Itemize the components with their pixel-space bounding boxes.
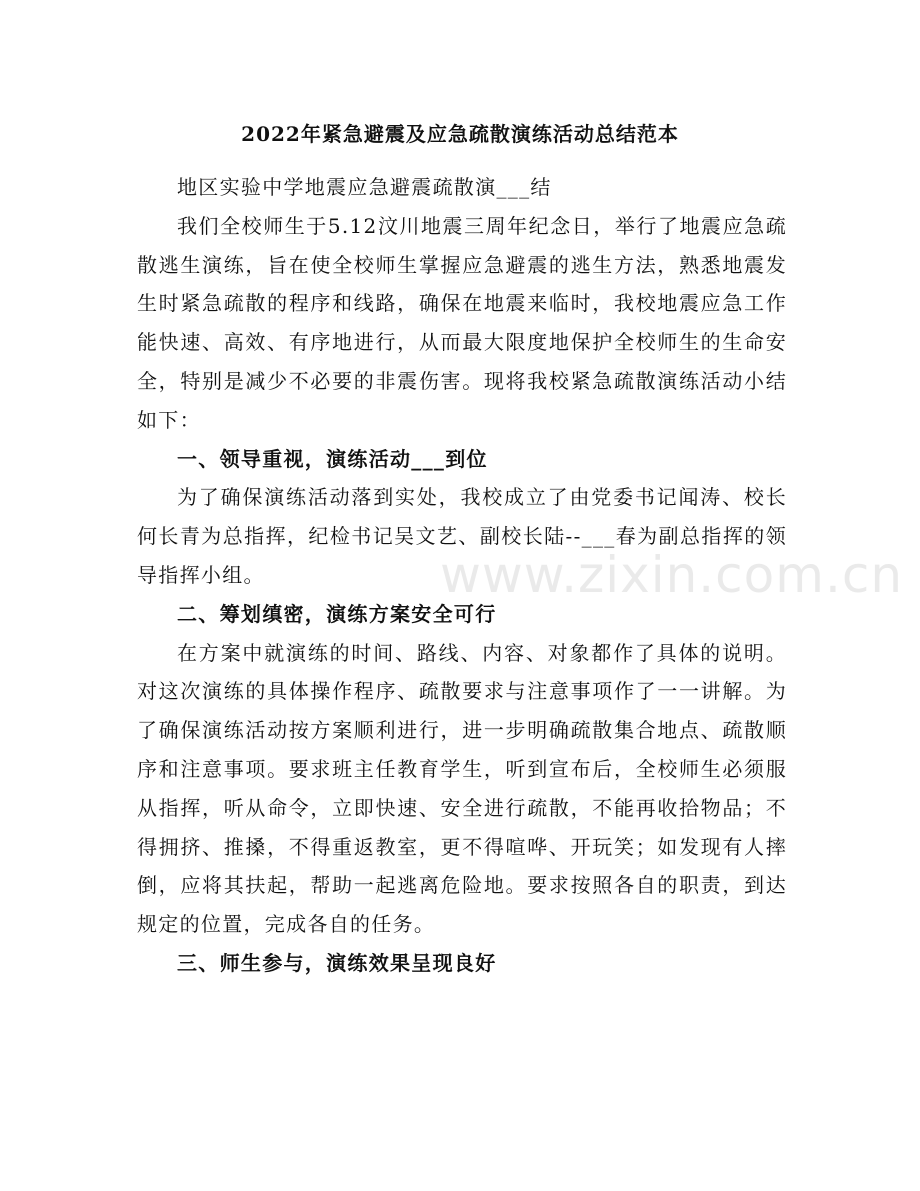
paragraph-leadership: 为了确保演练活动落到实处，我校成立了由党委书记闻涛、校长何长青为总指挥，纪检书记吴文艺、副校长陆--___春为副总指挥的领导指挥小组。 <box>137 485 787 587</box>
section-heading-2: 二、筹划缜密，演练方案安全可行 <box>177 601 497 626</box>
document-body <box>137 168 787 983</box>
paragraph-plan: 在方案中就演练的时间、路线、内容、对象都作了具体的说明。对这次演练的具体操作程序、疏散要求与注意事项作了一一讲解。为了确保演练活动按方案顺利进行，进一步明确疏散集合地点、疏散顺序和注意事项。要求班主任教育学生，听到宣布后，全校师生必须服从指挥，听从命令，立即快速、安全进行疏散，不能再收拾物品；不得拥挤、推搡，不得重返教室，更不得喧哗、开玩笑；如发现有人摔倒，应将其扶起，帮助一起逃离危险地。要求按照各自的职责，到达规定的位置，完成各自的任务。 <box>137 640 787 937</box>
paragraph-overview: 我们全校师生于5.12汶川地震三周年纪念日，举行了地震应急疏散逃生演练，旨在使全校师生掌握应急避震的逃生方法，熟悉地震发生时紧急疏散的程序和线路，确保在地震来临时，我校地震应急工作能快速、高效、有序地进行，从而最大限度地保护全校师生的生命安全，特别是减少不必要的非震伤害。现将我校紧急疏散演练活动小结如下： <box>137 213 787 432</box>
section-heading-3: 三、师生参与，演练效果呈现良好 <box>177 950 497 975</box>
section-heading-1: 一、领导重视，演练活动___到位 <box>177 446 488 471</box>
intro-line: 地区实验中学地震应急避震疏散演___结 <box>177 175 552 199</box>
document-title: 2022年紧急避震及应急疏散演练活动总结范本 <box>241 122 679 146</box>
watermark: www.zixin.com.cn <box>440 546 904 604</box>
